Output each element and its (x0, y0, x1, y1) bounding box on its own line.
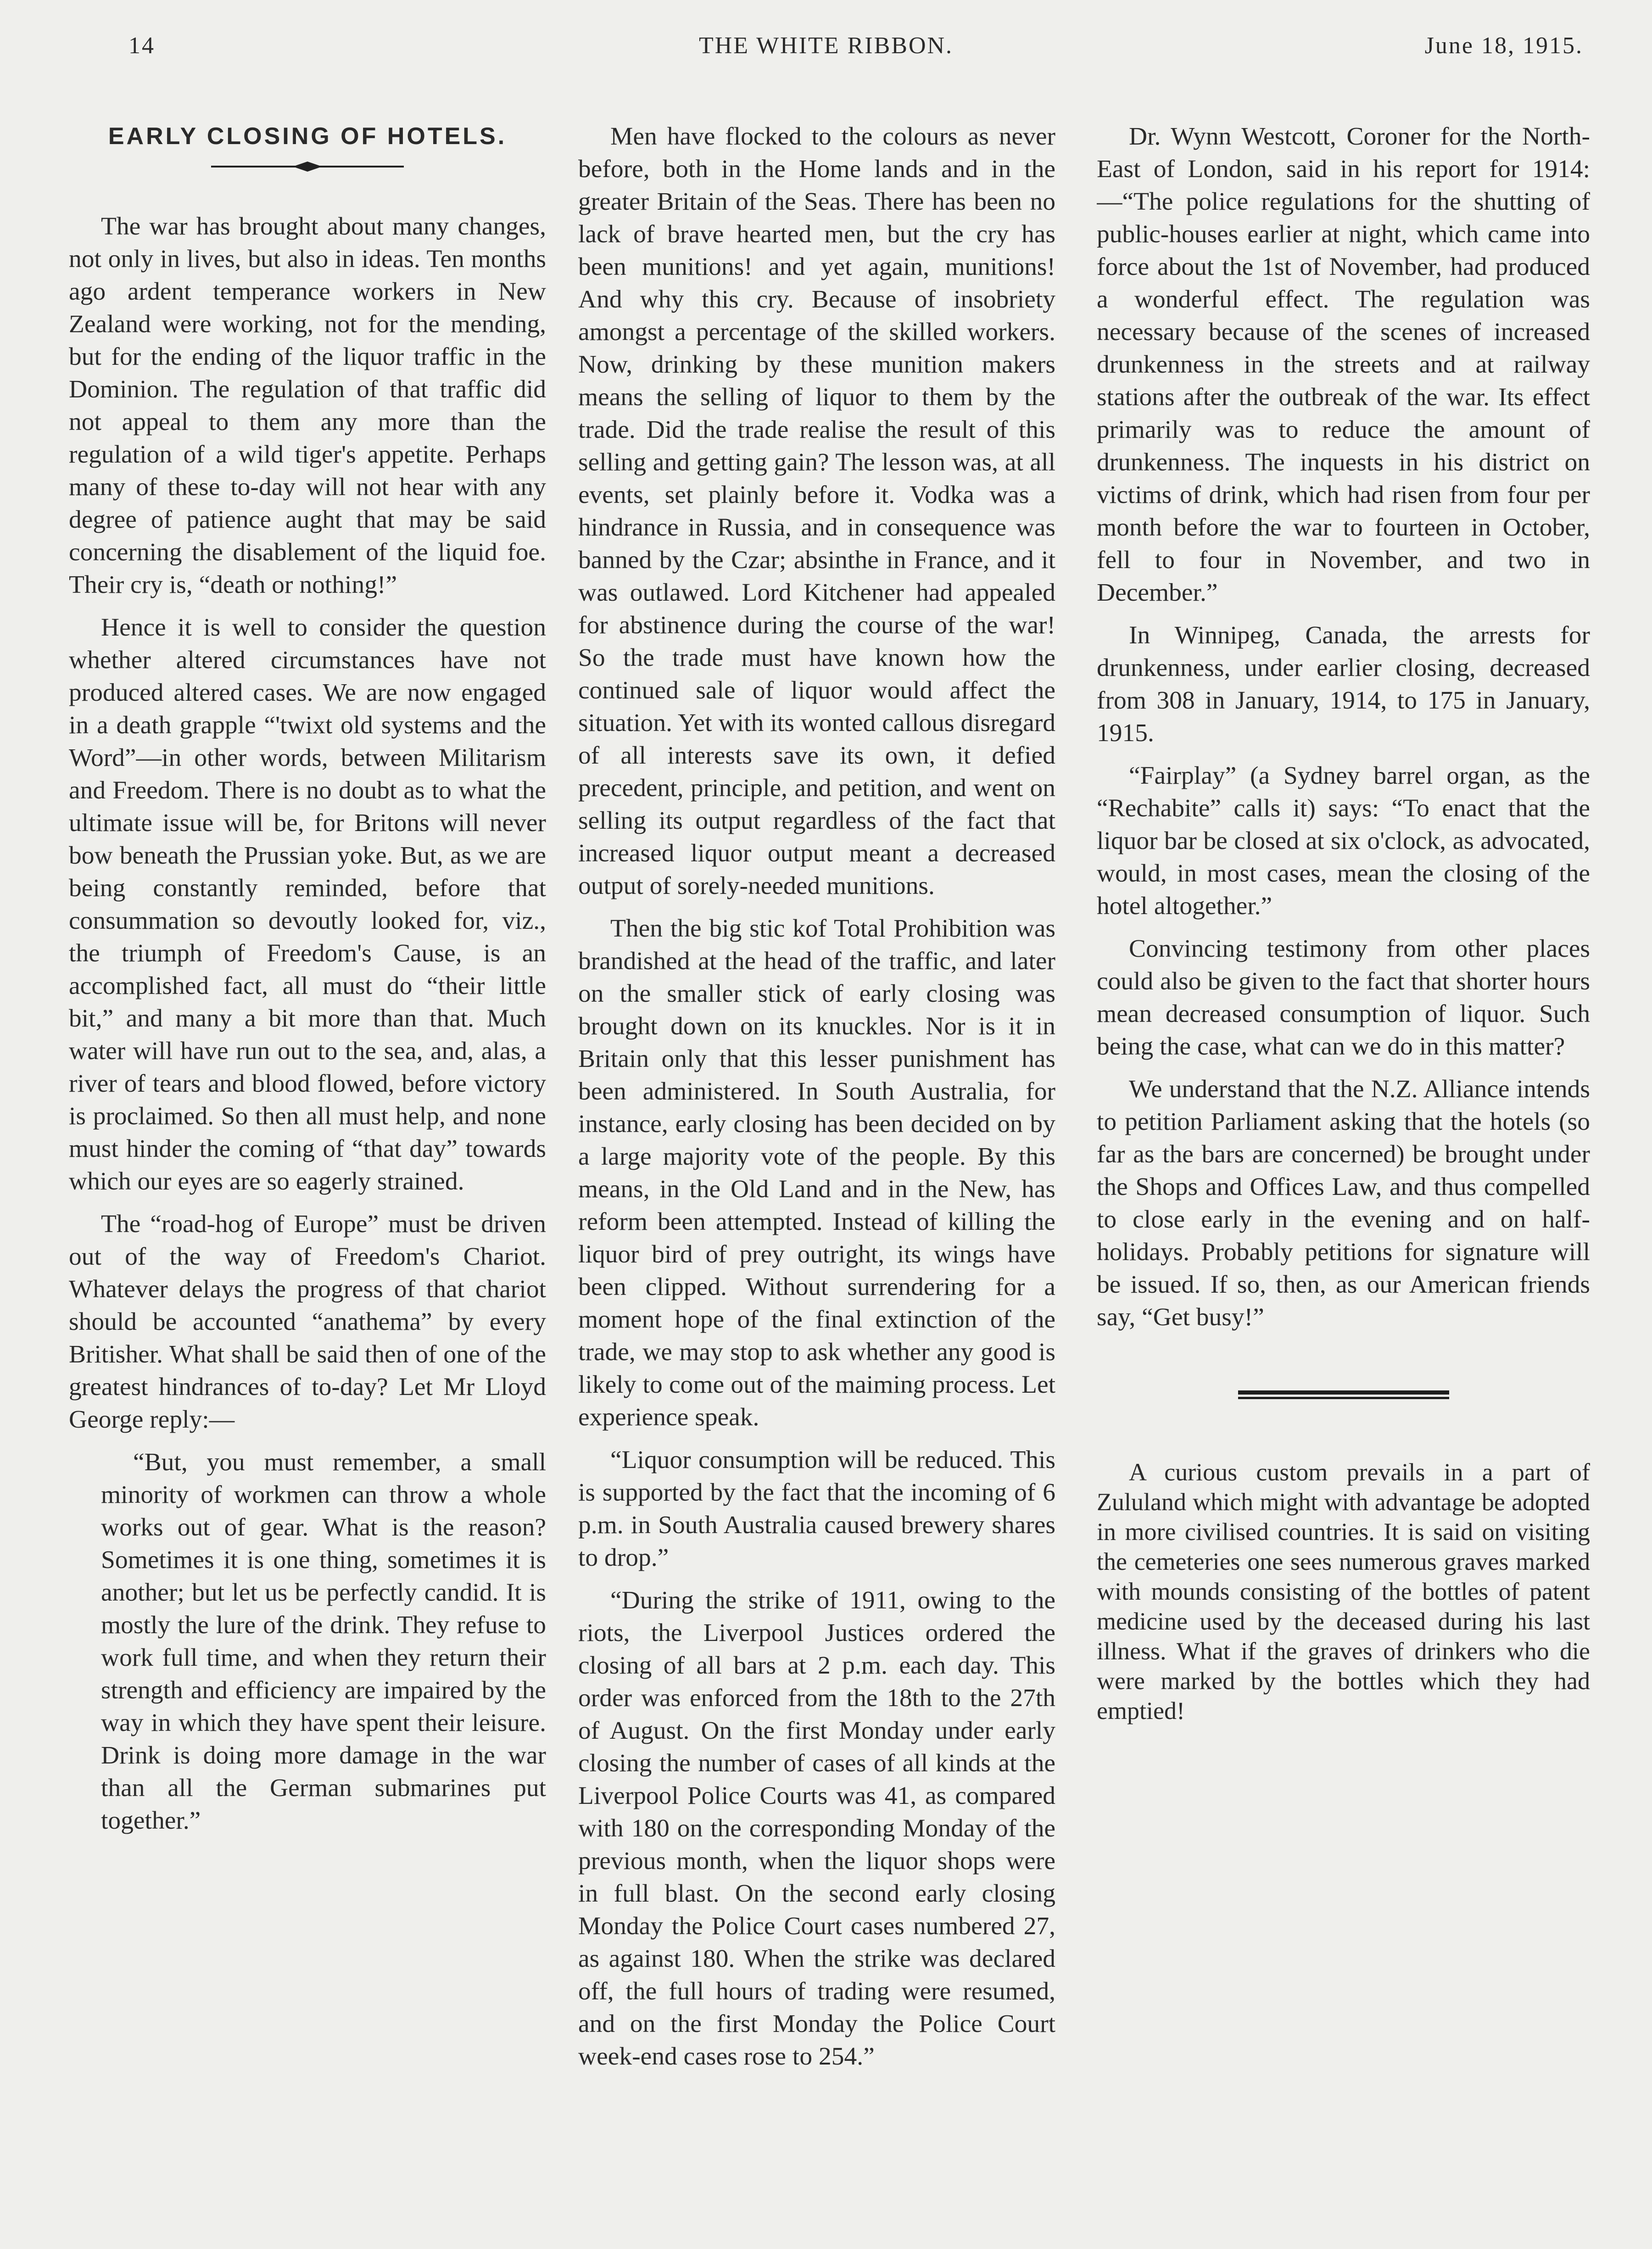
article-paragraph: Men have flocked to the colours as never before, both in the Home lands and in the greater Britain of the Seas. There has been no lack of brave hearted men, but the cry has been munitions! and yet again, munitions! And why this cry. Because of insobriety amongst a percentage of the skilled workers. Now, drinking by these munition makers means the selling of liquor to them by the trade. Did the trade realise the result of this selling and getting gain? The lesson was, at all events, set plainly before it. Vodka was a hindrance in Russia, and in consequence was banned by the Czar; absinthe in France, and it was outlawed. Lord Kitchener had appealed for abstinence during the course of the war! So the trade must have known how the continued sale of liquor would affect the situation. Yet with its wonted callous disregard of all interests save its own, it defied precedent, principle, and petition, and went on selling its output regardless of the fact that increased liquor output meant a decreased output of sorely-needed munitions. (578, 123, 1055, 900)
article-paragraph: We understand that the N.Z. Alliance intends to petition Parliament asking that the hotels (so far as the bars are concerned) be brought under the Shops and Offices Law, and thus compelled to close early in the evening and on half-holidays. Probably petitions for signature will be issued. If so, then, as our American friends say, “Get busy!” (1097, 1075, 1590, 1331)
article-paragraph: “During the strike of 1911, owing to the riots, the Liverpool Justices ordered the closing of all bars at 2 p.m. each day. This order was enforced from the 18th to the 27th of August. On the first Monday under early closing the number of cases of all kinds at the Liverpool Police Courts was 41, as compared with 180 on the corresponding Monday of the previous month, when the liquor shops were in full blast. On the second early closing Monday the Police Court cases numbered 27, as against 180. When the strike was declared off, the full hours of trading were resumed, and on the first Monday the Police Court week-end cases rose to 254.” (578, 1586, 1055, 2070)
section-separator (1238, 1389, 1449, 1402)
column-1 (69, 120, 546, 2213)
article-paragraph: The war has brought about many changes, not only in lives, but also in ideas. Ten months ago ardent temperance workers in New Zealand were working, not for the mending, but for the ending of the liquor traffic in the Dominion. The regulation of that traffic did not appeal to them any more than the regulation of a wild tiger's appetite. Perhaps many of these to-day will not hear with any degree of patience aught that may be said concerning the disablement of the liquid foe. Their cry is, “death or nothing!” (69, 212, 546, 599)
article-paragraph: Hence it is well to consider the question whether altered circumstances have not produced altered cases. We are now engaged in a death grapple “'twixt old systems and the Word”—in other words, between Militarism and Freedom. There is no doubt as to what the ultimate issue will be, for Britons will never bow beneath the Prussian yoke. But, as we are being constantly reminded, before that consummation so devoutly looked for, viz., the triumph of Freedom's Cause, is an accomplished fact, all must do “their little bit,” and many a bit more than that. Much water will have run out to the sea, and, alas, a river of tears and blood flowed, before victory is proclaimed. So then all must help, and none must hinder the coming of “that day” towards which our eyes are so eagerly strained. (69, 614, 546, 1195)
zululand-note: A curious custom prevails in a part of Zululand which might with advantage be adopted in more civilised countries. It is said on visiting the cemeteries one sees numerous graves marked with mounds consisting of the bottles of patent medicine used by the deceased during his last illness. What if the graves of drinkers who die were marked by the bottles which they had emptied! (1097, 1458, 1590, 1724)
article-paragraph: Then the big stic kof Total Prohibition was brandished at the head of the traffic, and later on the smaller stick of early closing was brought down on its knuckles. Nor is it in Britain only that this lesser punishment has been administered. In South Australia, for instance, early closing has been decided on by a large majority vote of the people. By this means, in the Old Land and in the New, has reform been attempted. Instead of killing the liquor bird of prey outright, its wings have been clipped. Without surrendering for a moment hope of the final extinction of the trade, we may stop to ask whether any good is likely to come out of the maiming process. Let experience speak. (578, 915, 1055, 1431)
column-2 (578, 120, 1055, 2213)
running-head (0, 0, 1652, 92)
publication-title: THE WHITE RIBBON. (698, 33, 954, 59)
article-paragraph: The “road-hog of Europe” must be driven out of the way of Freedom's Chariot. Whatever delays the progress of that chariot should be accounted “anathema” by every Britisher. What shall be said then of one of the greatest hindrances of to-day? Let Mr Lloyd George reply:— (69, 1210, 546, 1434)
article-paragraph: “Liquor consumption will be reduced. This is supported by the fact that the incoming of 6 p.m. in South Australia caused brewery shares to drop.” (578, 1446, 1055, 1572)
article-paragraph: Convincing testimony from other places could also be given to the fact that shorter hours mean decreased consumption of liquor. Such being the case, what can we do in this matter? (1097, 935, 1590, 1060)
article-headline: EARLY CLOSING OF HOTELS. (108, 123, 507, 150)
headline-ornament (211, 160, 404, 173)
article-paragraph: In Winnipeg, Canada, the arrests for drunkenness, under earlier closing, decreased from 308 in January, 1914, to 175 in January, 1915. (1097, 621, 1590, 747)
lloyd-george-quote: “But, you must remember, a small minority of workmen can throw a whole works out of gear. What is the reason? Sometimes it is one thing, sometimes it is another; but let us be perfectly candid. It is mostly the lure of the drink. They refuse to work full time, and when they return their strength and efficiency are impaired by the way in which they have spent their leisure. Drink is doing more damage in the war than all the German submarines put together.” (101, 1448, 546, 1835)
article-paragraph: “Fairplay” (a Sydney barrel organ, as the “Rechabite” calls it) says: “To enact that the liquor bar be closed at six o'clock, as advocated, would, in most cases, mean the closing of the hotel altogether.” (1097, 762, 1590, 920)
article-paragraph: Dr. Wynn Westcott, Coroner for the North-East of London, said in his report for 1914:—“The police regulations for the shutting of public-houses earlier at night, which came into force about the 1st of November, had produced a wonderful effect. The regulation was necessary because of the scenes of increased drunkenness in the streets and at railway stations after the outbreak of the war. Its effect primarily was to reduce the amount of drunkenness. The inquests in his district on victims of drink, which had risen from four per month before the war to fourteen in October, fell to four in November, and two in December.” (1097, 123, 1590, 607)
issue-date: June 18, 1915. (1424, 33, 1583, 59)
page-number: 14 (128, 33, 155, 59)
column-3 (1097, 120, 1590, 2213)
